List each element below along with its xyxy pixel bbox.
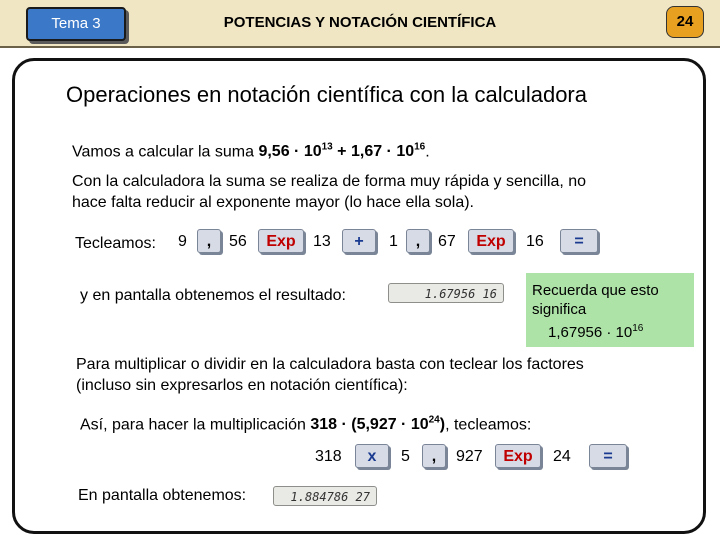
note-line-2: significa <box>532 301 587 318</box>
comma-key[interactable]: , <box>406 229 430 253</box>
header-title: POTENCIAS Y NOTACIÓN CIENTÍFICA <box>223 14 497 31</box>
calculator-display-2: 1.884786 27 <box>273 486 377 506</box>
multiply-example: Así, para hacer la multiplicación $318 \cdot (5,927 \cdot 10^{24})$, tecleamos: <box>80 415 532 434</box>
comma-key[interactable]: , <box>197 229 221 253</box>
exp-key[interactable]: Exp <box>258 229 304 253</box>
tecleamos-label: Tecleamos: <box>75 235 156 252</box>
digits-56: 56 <box>229 233 247 250</box>
equals-key[interactable]: = <box>560 229 598 253</box>
explanation-line-2: hace falta reducir al exponente mayor (lo hace ella sola). <box>72 194 474 211</box>
digit-5: 5 <box>401 448 410 465</box>
note-line-1: Recuerda que esto <box>532 282 659 299</box>
multiply-line-1: Para multiplicar o dividir en la calculadora basta con teclear los factores <box>76 356 584 373</box>
plus-key[interactable]: + <box>342 229 376 253</box>
tema-button[interactable]: Tema 3 <box>26 7 126 41</box>
explanation-line-1: Con la calculadora la suma se realiza de forma muy rápida y sencilla, no <box>72 173 587 190</box>
calculator-display: 1.67956 16 <box>388 283 504 303</box>
page-number-badge: 24 <box>666 6 704 38</box>
reminder-note <box>526 273 694 347</box>
digits-67: 67 <box>438 233 456 250</box>
digit-9: 9 <box>178 233 187 250</box>
intro-sentence: Vamos a calcular la suma $9,56 \cdot 10^{13} + 1,67 \cdot 10^{16}$. <box>72 142 430 161</box>
digits-927: 927 <box>456 448 483 465</box>
section-title: Operaciones en notación científica con la calculadora <box>66 82 587 107</box>
equals-key[interactable]: = <box>589 444 627 468</box>
comma-key[interactable]: , <box>422 444 446 468</box>
header-bar <box>0 0 720 48</box>
exp-key[interactable]: Exp <box>468 229 514 253</box>
sum-expression: $9,56 \cdot 10^{13} + 1,67 \cdot 10^{16}$ <box>258 142 426 161</box>
result-text: y en pantalla obtenemos el resultado: <box>80 287 346 304</box>
product-expression: $318 \cdot (5,927 \cdot 10^{24})$ <box>310 415 446 434</box>
multiply-key[interactable]: x <box>355 444 389 468</box>
digits-24: 24 <box>553 448 571 465</box>
intro-text: Vamos a calcular la suma <box>72 143 259 161</box>
exp-key[interactable]: Exp <box>495 444 541 468</box>
digits-318: 318 <box>315 448 342 465</box>
note-value: $1,67956 \cdot 10^{16}$ <box>548 323 644 341</box>
result2-text: En pantalla obtenemos: <box>78 487 247 504</box>
multiply-line-2: (incluso sin expresarlos en notación científica): <box>76 377 408 394</box>
digits-16: 16 <box>526 233 544 250</box>
digits-13: 13 <box>313 233 331 250</box>
digit-1: 1 <box>389 233 398 250</box>
